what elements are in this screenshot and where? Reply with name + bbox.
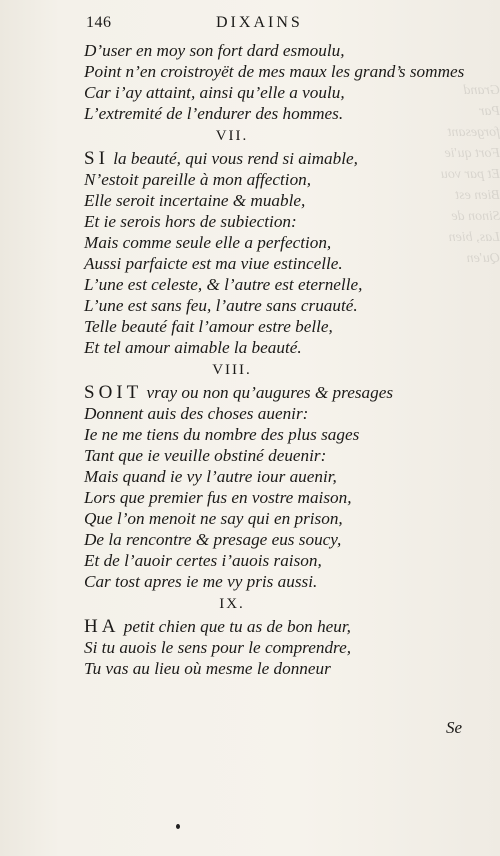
poem-line: Car i’ay attaint, ainsi qu’elle a voulu, xyxy=(84,83,345,102)
page-number: 146 xyxy=(86,14,112,31)
poem-line: Si tu auois le sens pour le comprendre, xyxy=(84,638,352,657)
dropcap: SI xyxy=(84,148,109,169)
poem-line: L’extremité de l’endurer des hommes. xyxy=(84,104,344,123)
poem-line: Tant que ie veuille obstiné deuenir: xyxy=(84,446,327,465)
poem-line: Lors que premier fus en vostre maison, xyxy=(84,488,352,507)
poem-line: L’une est celeste, & l’autre est eternelle, xyxy=(84,275,363,294)
poem-line: Aussi parfaicte est ma viue estincelle. xyxy=(84,254,343,273)
poem-first-line xyxy=(84,148,500,169)
running-title: DIXAINS xyxy=(216,14,303,31)
show-through-text: Grand Par forgesant Fort qu'ie Et par vou Bien est Sinon de Las, bien Qu'en xyxy=(440,83,500,266)
poem-line: Et tel amour aimable la beauté. xyxy=(84,338,302,357)
first-line-text: petit chien que tu as de bon heur, xyxy=(119,617,351,636)
poem-first-line xyxy=(84,382,500,403)
dropcap: SOIT xyxy=(84,382,143,403)
first-line-text: la beauté, qui vous rend si aimable, xyxy=(108,149,358,168)
ink-spot xyxy=(176,824,180,829)
poem-line: Car tost apres ie me vy pris aussi. xyxy=(84,572,318,591)
poem-line: Que l’on menoit ne say qui en prison, xyxy=(84,509,343,528)
dropcap: HA xyxy=(84,616,120,637)
poem-line: N’estoit pareille à mon affection, xyxy=(84,170,312,189)
poem-line: D’user en moy son fort dard esmoulu, xyxy=(84,41,345,60)
poem-line: De la rencontre & presage eus soucy, xyxy=(84,530,342,549)
section-numeral-viii: VIII. xyxy=(212,362,252,378)
poem-line: Mais comme seule elle a perfection, xyxy=(84,233,332,252)
section-numeral-ix: IX. xyxy=(219,596,245,612)
page-header xyxy=(86,14,500,36)
poem-line: Et de l’auoir certes i’auois raison, xyxy=(84,551,322,570)
poem-line: Donnent auis des choses auenir: xyxy=(84,404,309,423)
first-line-text: vray ou non qu’augures & presages xyxy=(142,383,394,402)
poem-line: Tu vas au lieu où mesme le donneur xyxy=(84,659,331,678)
poem-line: Telle beauté fait l’amour estre belle, xyxy=(84,317,333,336)
catchword: Se xyxy=(446,718,463,737)
section-numeral-vii: VII. xyxy=(215,128,249,144)
poem-line: Elle seroit incertaine & muable, xyxy=(84,191,306,210)
poem-line: Et ie serois hors de subiection: xyxy=(84,212,297,231)
poem-line: L’une est sans feu, l’autre sans cruauté. xyxy=(84,296,358,315)
poem-line: Ie ne me tiens du nombre des plus sages xyxy=(84,425,360,444)
poem-line: Mais quand ie vy l’autre iour auenir, xyxy=(84,467,337,486)
poem-text xyxy=(84,40,500,679)
poem-first-line xyxy=(84,616,500,637)
poem-line: Point n’en croistroyët de mes maux les grand’s sommes xyxy=(84,62,465,81)
